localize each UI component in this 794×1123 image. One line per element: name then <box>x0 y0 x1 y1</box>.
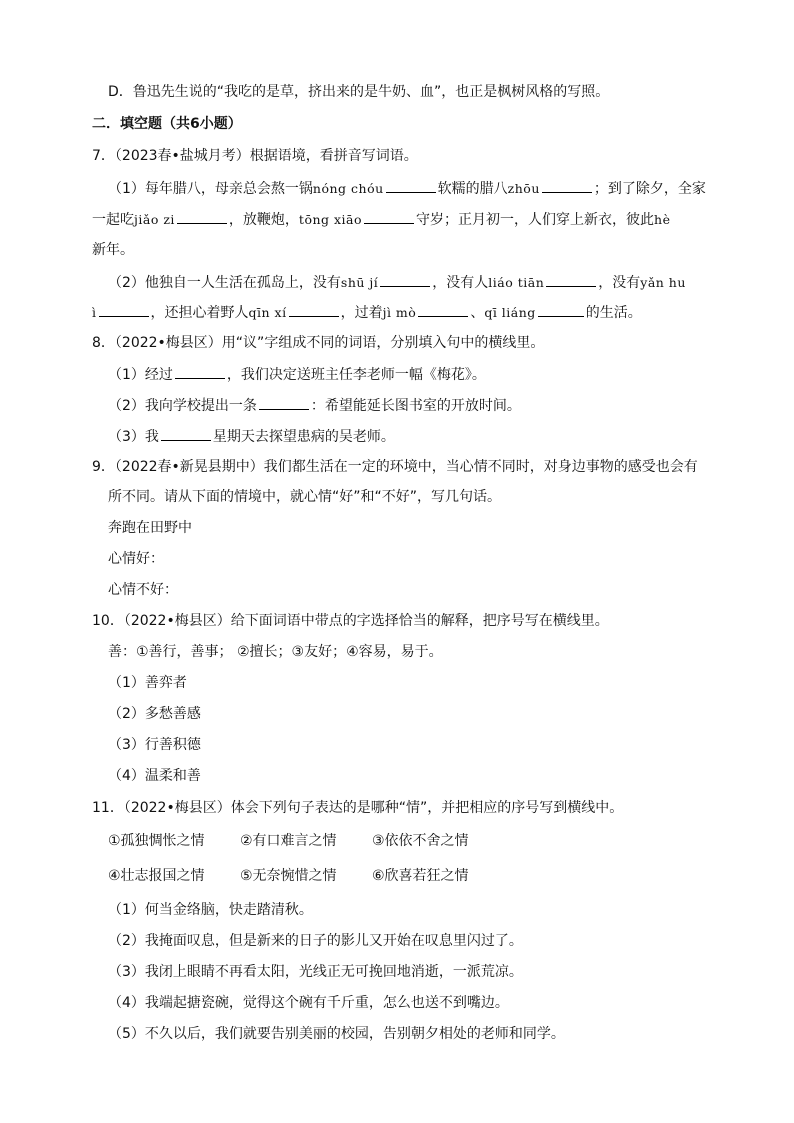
text-segment: （1）经过 <box>108 367 173 383</box>
pinyin: nóng chóu <box>312 181 384 196</box>
text-segment: 、 <box>470 305 485 321</box>
q9-good-mood-label: 心情好： <box>108 551 164 567</box>
q9-scene: 奔跑在田野中 <box>108 520 192 536</box>
answer-blank[interactable] <box>99 302 149 317</box>
question-text: （2022•梅县区）体会下列句子表达的是哪种“情”，并把相应的序号写到横线中。 <box>123 800 624 816</box>
pinyin: shū jí <box>340 275 379 290</box>
answer-blank[interactable] <box>364 209 414 224</box>
question-number: 10． <box>92 613 124 629</box>
text-segment: ，过着 <box>340 305 383 321</box>
answer-blank[interactable] <box>289 302 339 317</box>
question-text: （2022春•新晃县期中）我们都生活在一定的环境中，当心情不同时，对身边事物的感受也会有 <box>114 459 698 475</box>
q11-item: （3）我闭上眼睛不再看太阳，光线正无可挽回地消逝，一派荒凉。 <box>108 964 523 980</box>
pinyin: zhōu <box>507 181 540 196</box>
q10-options: 善：①善行，善事； ②擅长；③友好；④容易，易于。 <box>108 644 443 660</box>
q11-option: ②有口难言之情 <box>240 833 337 849</box>
q11-option: ①孤独惆怅之情 <box>108 833 205 849</box>
pinyin: tōng xiāo <box>298 212 363 227</box>
answer-blank[interactable] <box>161 426 211 441</box>
text-segment: ：希望能延长图书室的开放时间。 <box>310 398 521 414</box>
text-segment: （2）他独自一人生活在孤岛上，没有 <box>108 275 341 291</box>
pinyin: qī liáng <box>484 305 536 320</box>
section-title: 二．填空题（共6小题） <box>92 116 242 132</box>
q11-option: ⑥欣喜若狂之情 <box>372 868 469 884</box>
text-segment: ，放鞭炮， <box>228 212 299 228</box>
question-text: （2022•梅县区）用“议”字组成不同的词语，分别填入句中的横线里。 <box>114 335 545 351</box>
q8-sentence-1 <box>108 364 486 385</box>
pinyin: jiǎo zi <box>134 212 175 227</box>
question-number: 7． <box>92 148 115 164</box>
answer-blank[interactable] <box>175 364 225 379</box>
text-segment: 守岁；正月初一，人们穿上新衣，彼此 <box>416 212 655 228</box>
q11-option: ④壮志报国之情 <box>108 868 205 884</box>
q7-part1-line1 <box>108 178 706 199</box>
text-segment: 一起吃 <box>92 212 134 228</box>
question-text: （2022•梅县区）给下面词语中带点的字选择恰当的解释，把序号写在横线里。 <box>123 613 609 629</box>
pinyin: yǎn hu <box>640 275 686 290</box>
q10-item: （1）善弈者 <box>108 675 187 691</box>
answer-blank[interactable] <box>177 209 227 224</box>
question-number: 8． <box>92 335 115 351</box>
text-segment: （2）我向学校提出一条 <box>108 398 257 414</box>
q7-part2-line2 <box>92 302 642 323</box>
text-segment: 星期天去探望患病的吴老师。 <box>212 429 395 445</box>
question-9-stem-cont: 所不同。请从下面的情境中，就心情“好”和“不好”，写几句话。 <box>108 489 502 505</box>
text-segment: ；到了除夕，全家 <box>593 181 706 197</box>
pinyin: jì mò <box>382 305 417 320</box>
q10-item: （4）温柔和善 <box>108 768 201 784</box>
question-text: （2023春•盐城月考）根据语境，看拼音写词语。 <box>114 148 418 164</box>
answer-blank[interactable] <box>386 178 436 193</box>
answer-blank[interactable] <box>380 272 430 287</box>
question-7-stem <box>92 146 418 166</box>
q11-item: （2）我掩面叹息，但是新来的日子的影儿又开始在叹息里闪过了。 <box>108 933 523 949</box>
option-d-text: D．鲁迅先生说的“我吃的是草，挤出来的是牛奶、血”，也正是枫树风格的写照。 <box>108 84 610 100</box>
pinyin: hè <box>654 212 671 227</box>
text-segment: ，我们决定送班主任李老师一幅《梅花》。 <box>226 367 486 383</box>
q11-item: （5）不久以后，我们就要告别美丽的校园，告别朝夕相处的老师和同学。 <box>108 1026 565 1042</box>
q8-sentence-3 <box>108 426 395 447</box>
text-segment: 软糯的腊八 <box>437 181 508 197</box>
question-9-stem <box>92 457 698 477</box>
text-segment: （1）每年腊八，母亲总会熬一锅 <box>108 181 313 197</box>
pinyin: ì <box>92 305 97 320</box>
q11-option: ⑤无奈惋惜之情 <box>240 868 337 884</box>
text-segment: 的生活。 <box>585 305 642 321</box>
question-number: 9． <box>92 459 115 475</box>
q8-sentence-2 <box>108 395 521 416</box>
q9-bad-mood-label: 心情不好： <box>108 582 178 598</box>
question-number: 11． <box>92 800 124 816</box>
answer-blank[interactable] <box>538 302 584 317</box>
pinyin: liáo tiān <box>488 275 545 290</box>
q7-part1-line2 <box>92 209 670 230</box>
text-segment: ，还担心着野人 <box>150 305 249 321</box>
q11-item: （4）我端起搪瓷碗，觉得这个碗有千斤重，怎么也送不到嘴边。 <box>108 995 509 1011</box>
q11-item: （1）何当金络脑，快走踏清秋。 <box>108 902 313 918</box>
q7-part1-line3: 新年。 <box>92 242 134 258</box>
text-segment: ，没有人 <box>432 275 489 291</box>
question-8-stem <box>92 333 544 353</box>
answer-blank[interactable] <box>546 272 596 287</box>
question-10-stem <box>92 611 609 631</box>
q10-item: （3）行善积德 <box>108 737 201 753</box>
answer-blank[interactable] <box>542 178 592 193</box>
text-segment: ，没有 <box>598 275 641 291</box>
answer-blank[interactable] <box>418 302 468 317</box>
question-11-stem <box>92 798 623 818</box>
q11-option: ③依依不舍之情 <box>372 833 469 849</box>
pinyin: qīn xí <box>248 305 287 320</box>
text-segment: （3）我 <box>108 429 159 445</box>
answer-blank[interactable] <box>259 395 309 410</box>
q10-item: （2）多愁善感 <box>108 706 201 722</box>
q7-part2-line1 <box>108 272 686 293</box>
